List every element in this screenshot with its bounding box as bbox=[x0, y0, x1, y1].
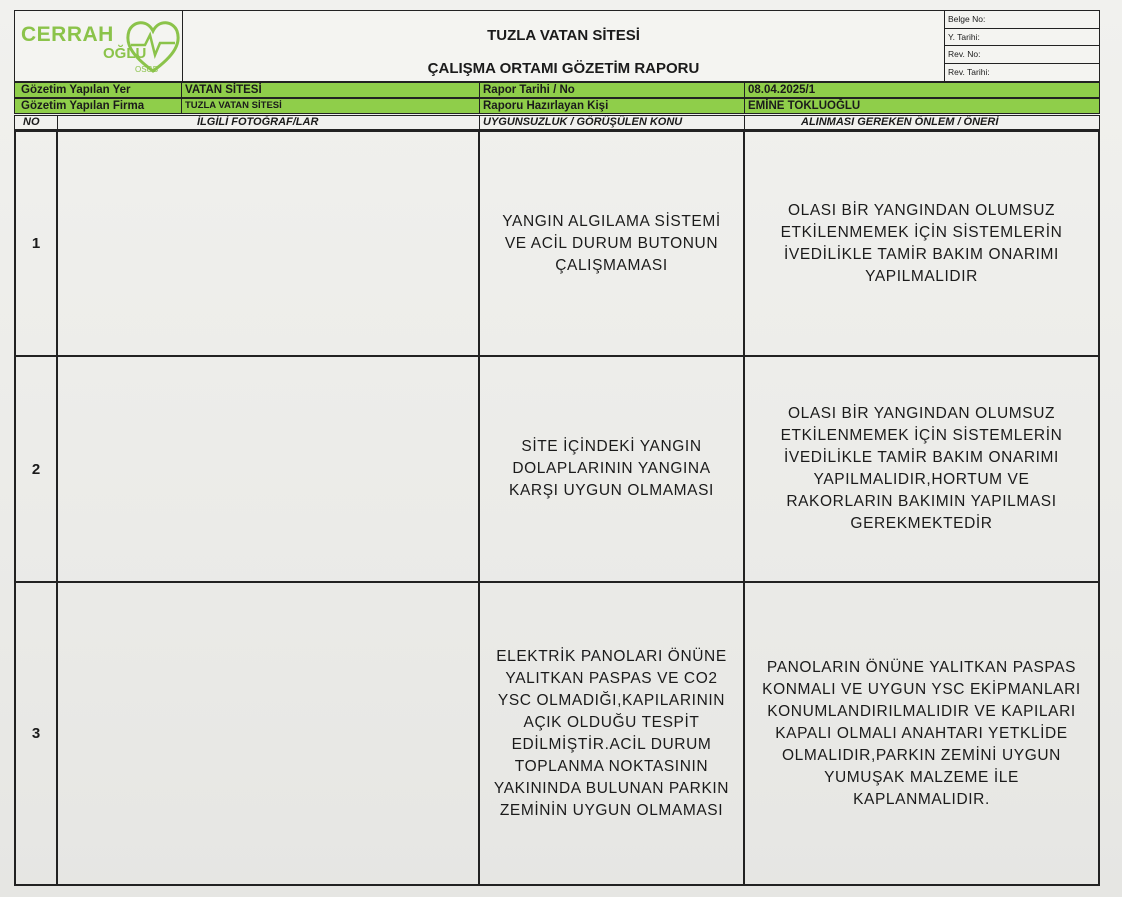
date-value: 08.04.2025/1 bbox=[748, 84, 816, 96]
logo-brand: CERRAH bbox=[21, 23, 114, 46]
title-block bbox=[183, 11, 945, 81]
logo-brand-suffix: OĞLU bbox=[103, 45, 147, 62]
action-text: OLASI BİR YANGINDAN OLUMSUZ ETKİLENMEMEK İÇİN SİSTEMLERİN İVEDİLİKLE TAMİR BAKIM ONARIMI YAPILMALIDIR bbox=[780, 201, 1063, 285]
meta-pub-date: Y. Tarihi: bbox=[945, 29, 1099, 47]
column-header-row bbox=[14, 115, 1100, 130]
issue-text: YANGIN ALGILAMA SİSTEMİ VE ACİL DURUM BUTONUN ÇALIŞMAMASI bbox=[502, 212, 721, 274]
report-header bbox=[14, 10, 1100, 82]
issue-cell bbox=[480, 132, 745, 355]
site-title: TUZLA VATAN SİTESİ bbox=[487, 27, 640, 44]
photo-placeholder bbox=[58, 583, 480, 884]
info-row-firm bbox=[14, 98, 1100, 114]
document-meta bbox=[945, 11, 1099, 81]
preparer-value: EMİNE TOKLUOĞLU bbox=[748, 100, 861, 112]
place-label: Gözetim Yapılan Yer bbox=[21, 84, 131, 96]
row-number: 3 bbox=[16, 583, 58, 884]
meta-rev-no: Rev. No: bbox=[945, 46, 1099, 64]
report-title: ÇALIŞMA ORTAMI GÖZETİM RAPORU bbox=[427, 60, 700, 77]
issue-cell bbox=[480, 357, 745, 581]
photo-placeholder bbox=[58, 132, 480, 355]
col-photo: İLGİLİ FOTOĞRAF/LAR bbox=[197, 116, 319, 128]
issue-text: SİTE İÇİNDEKİ YANGIN DOLAPLARININ YANGINA KARŞI UYGUN OLMAMASI bbox=[509, 438, 714, 499]
row-number: 2 bbox=[16, 357, 58, 581]
company-logo bbox=[15, 11, 183, 81]
table-row bbox=[16, 132, 1098, 357]
info-row-place bbox=[14, 82, 1100, 98]
col-issue: UYGUNSUZLUK / GÖRÜŞÜLEN KONU bbox=[483, 116, 683, 128]
date-label: Rapor Tarihi / No bbox=[483, 84, 575, 96]
findings-table bbox=[14, 130, 1100, 886]
table-row bbox=[16, 583, 1098, 884]
col-no: NO bbox=[23, 116, 40, 128]
issue-text: ELEKTRİK PANOLARI ÖNÜNE YALITKAN PASPAS VE CO2 YSC OLMADIĞI,KAPILARININ AÇIK OLDUĞU TESPİT EDİLMİŞTİR.ACİL DURUM TOPLANMA NOKTASININ YAKININDA BULUNAN PARKIN ZEMİNİN UYGUN OLMAMASI bbox=[493, 647, 730, 819]
meta-doc-no: Belge No: bbox=[945, 11, 1099, 29]
firm-value: TUZLA VATAN SİTESİ bbox=[185, 100, 282, 111]
action-text: OLASI BİR YANGINDAN OLUMSUZ ETKİLENMEMEK İÇİN SİSTEMLERİN İVEDİLİKLE TAMİR BAKIM ONARIMI YAPILMALIDIR,HORTUM VE RAKORLARIN BAKIMIN YAPILMASI GEREKMEKTEDİR bbox=[780, 405, 1063, 532]
table-row bbox=[16, 357, 1098, 583]
logo-osgb: OSGB bbox=[135, 65, 159, 74]
col-action: ALINMASI GEREKEN ÖNLEM / ÖNERİ bbox=[801, 116, 999, 128]
photo-placeholder bbox=[58, 357, 480, 581]
firm-label: Gözetim Yapılan Firma bbox=[21, 100, 145, 112]
issue-cell bbox=[480, 583, 745, 884]
action-cell bbox=[745, 583, 1098, 884]
preparer-label: Raporu Hazırlayan Kişi bbox=[483, 100, 609, 112]
action-cell bbox=[745, 132, 1098, 355]
meta-rev-date: Rev. Tarihi: bbox=[948, 66, 990, 77]
action-cell bbox=[745, 357, 1098, 581]
action-text: PANOLARIN ÖNÜNE YALITKAN PASPAS KONMALI VE UYGUN YSC EKİPMANLARI KONUMLANDIRILMALIDIR VE KAPILARI KAPALI OLMALI ANAHTARI YETKLİDE OLMALIDIR,PARKIN ZEMİNİ UYGUN YUMUŞAK MALZEME İLE KAPLANMALIDIR. bbox=[762, 658, 1081, 808]
report-sheet bbox=[14, 10, 1100, 886]
place-value: VATAN SİTESİ bbox=[185, 84, 262, 96]
row-number: 1 bbox=[16, 132, 58, 355]
